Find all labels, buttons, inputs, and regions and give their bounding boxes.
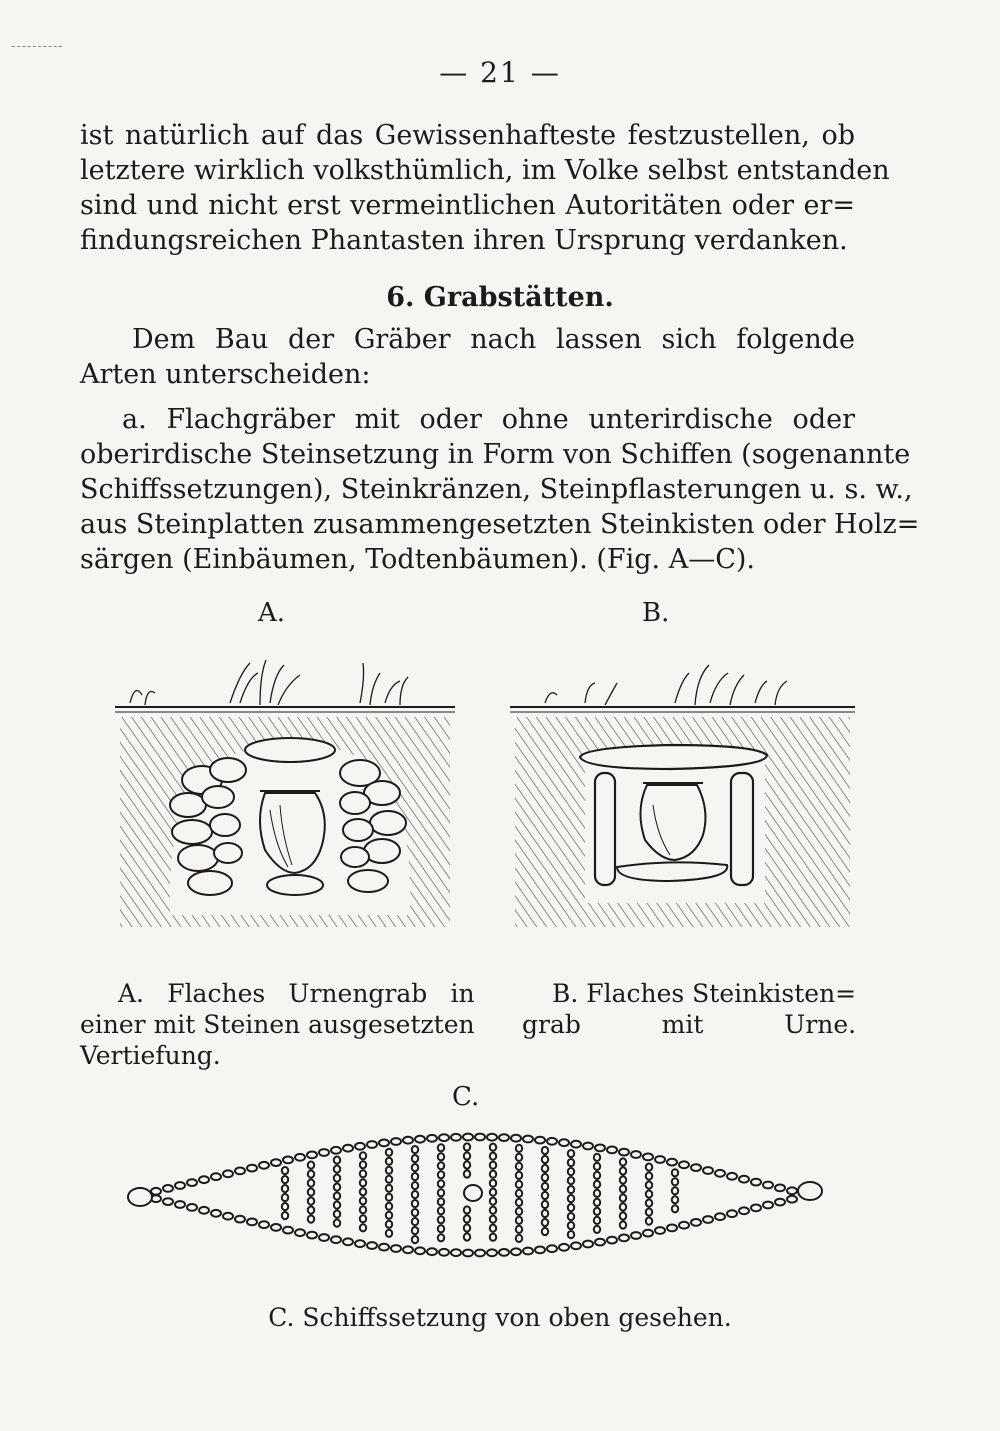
interior-stone [282,1185,288,1192]
interior-stone [386,1194,392,1201]
interior-stone [620,1212,626,1219]
text-line: särgen (Einbäumen, Todtenbäumen). (Fig. A—C). [80,544,755,575]
interior-stone [646,1200,652,1207]
hull-stone [211,1210,221,1217]
interior-stone [334,1184,340,1191]
interior-stone [490,1189,496,1196]
hull-stone [211,1173,221,1180]
interior-stone [334,1157,340,1164]
hull-stone [631,1232,641,1239]
interior-stone [438,1144,444,1151]
interior-stone [282,1176,288,1183]
hull-stone [403,1246,413,1253]
interior-stone [386,1221,392,1228]
interior-stone [412,1173,418,1180]
interior-stone [412,1191,418,1198]
hull-stone [571,1242,581,1249]
interior-stone [334,1211,340,1218]
text-line: Schiffssetzungen), Steinkränzen, Steinpflasterungen u. s. w., [80,474,913,505]
interior-stone [464,1224,470,1231]
hull-stone [703,1167,713,1174]
interior-stone [542,1183,548,1190]
interior-stone [308,1216,314,1223]
interior-stone [594,1154,600,1161]
page-number: — 21 — [439,56,561,89]
hull-stone [379,1244,389,1251]
hull-stone [439,1249,449,1256]
figure-b-caption [522,978,856,1040]
hull-stone [739,1207,749,1214]
interior-stone [594,1190,600,1197]
hull-stone [439,1134,449,1141]
hull-stone [235,1216,245,1223]
interior-stone [490,1234,496,1241]
hull-stone [751,1205,761,1212]
stem-stone [128,1188,152,1206]
interior-stone [568,1159,574,1166]
interior-stone [646,1218,652,1225]
interior-stone [516,1217,522,1224]
interior-stone [464,1161,470,1168]
interior-stone [516,1172,522,1179]
hull-stone [355,1143,365,1150]
interior-stone [386,1167,392,1174]
hull-stone [235,1168,245,1175]
paragraph-intro [80,322,855,392]
interior-stone [412,1146,418,1153]
hull-stone [751,1179,761,1186]
interior-stone [646,1164,652,1171]
interior-stone [360,1161,366,1168]
hull-stone [247,1165,257,1172]
interior-stone [490,1207,496,1214]
interior-stone [516,1199,522,1206]
hull-stone [343,1238,353,1245]
interior-stone [490,1225,496,1232]
hull-stone [583,1143,593,1150]
hull-stone [403,1137,413,1144]
caption-line: grab mit Urne. [522,1010,857,1039]
hull-stone [763,1182,773,1189]
grass-drawing [545,665,787,705]
hull-stone [475,1250,485,1257]
hull-stone [463,1250,473,1257]
interior-stone [594,1226,600,1233]
interior-stone [412,1218,418,1225]
interior-stone [516,1226,522,1233]
hull-stone [415,1136,425,1143]
interior-stone [672,1187,678,1194]
interior-stone [568,1168,574,1175]
text-line: a. Flachgräber mit oder ohne unterirdische oder [122,404,855,435]
interior-stone [308,1198,314,1205]
hull-stone [715,1213,725,1220]
interior-stone [542,1219,548,1226]
interior-stone [568,1222,574,1229]
interior-stone [490,1144,496,1151]
interior-stone [282,1203,288,1210]
interior-stone [360,1179,366,1186]
hull-stone [667,1225,677,1232]
grass-drawing [130,660,408,705]
interior-stone [386,1176,392,1183]
hull-stone [415,1247,425,1254]
hull-stone [451,1134,461,1141]
figure-a-urn-grave-illustration [110,645,460,935]
interior-stone [620,1185,626,1192]
hull-stone [739,1176,749,1183]
interior-stone [490,1162,496,1169]
interior-stone [490,1153,496,1160]
interior-stone [464,1170,470,1177]
hull-stone [427,1135,437,1142]
figure-c-ship-setting-illustration [115,1125,835,1265]
figure-a-label: A. [258,598,286,628]
interior-stone [360,1215,366,1222]
interior-stone [464,1152,470,1159]
interior-stone [542,1192,548,1199]
interior-stone [412,1182,418,1189]
interior-stone [516,1235,522,1242]
interior-stone [308,1180,314,1187]
interior-stone [542,1156,548,1163]
interior-stone [646,1182,652,1189]
figure-c-label: C. [452,1082,480,1112]
hull-stone [463,1134,473,1141]
figure-a-caption [80,978,475,1071]
interior-stone [620,1221,626,1228]
interior-stone [386,1149,392,1156]
interior-stone [568,1213,574,1220]
figure-c-caption: C. Schiffssetzung von oben gesehen. [268,1303,732,1332]
interior-stone [490,1198,496,1205]
hull-stone [259,1221,269,1228]
paragraph-continuation [80,118,890,258]
interior-stone [464,1206,470,1213]
text-line: Arten unterscheiden: [80,359,371,390]
interior-stone [386,1158,392,1165]
hull-stone [703,1216,713,1223]
hull-stone [619,1149,629,1156]
interior-stone [438,1153,444,1160]
interior-stone [464,1233,470,1240]
interior-stone [438,1207,444,1214]
hull-stone [655,1156,665,1163]
hull-stone [619,1235,629,1242]
hull-stone [607,1237,617,1244]
interior-stone [438,1180,444,1187]
hull-stone [631,1151,641,1158]
paragraph-flat-graves [80,402,920,577]
hull-stone [295,1229,305,1236]
stern-stone [798,1182,822,1200]
interior-stone [620,1167,626,1174]
interior-stone [282,1194,288,1201]
interior-stone [360,1206,366,1213]
hull-stone [499,1134,509,1141]
hull-stone [475,1134,485,1141]
hull-stone [511,1248,521,1255]
hull-stone [199,1176,209,1183]
scan-mark [12,46,62,49]
side-slab-left [595,773,615,885]
hull-stone [307,1232,317,1239]
interior-stone [568,1177,574,1184]
hull-stone [175,1182,185,1189]
interior-stone [308,1207,314,1214]
hull-stone [427,1248,437,1255]
interior-stone [594,1181,600,1188]
hull-stone [715,1170,725,1177]
hull-stone [691,1219,701,1226]
interior-stone [516,1154,522,1161]
interior-stone [672,1169,678,1176]
text-line: ist natürlich auf das Gewissenhafteste festzustellen, ob [80,120,855,151]
hull-stone [571,1141,581,1148]
interior-stone [672,1196,678,1203]
interior-stone [334,1175,340,1182]
interior-stone [568,1204,574,1211]
hull-stone [559,1244,569,1251]
interior-stone [412,1200,418,1207]
interior-stone [620,1176,626,1183]
text-line: letztere wirklich volksthümlich, im Volke selbst entstanden [80,155,890,186]
interior-stone [360,1170,366,1177]
interior-stone [542,1201,548,1208]
interior-stone [490,1171,496,1178]
interior-stone [490,1216,496,1223]
caption-line: Vertiefung. [80,1041,221,1070]
hull-stone [295,1154,305,1161]
interior-stone [594,1163,600,1170]
hull-stone [655,1227,665,1234]
interior-stone [360,1224,366,1231]
interior-stone [516,1208,522,1215]
interior-stone [308,1162,314,1169]
center-stone [464,1185,482,1201]
hull-stone [775,1185,785,1192]
text-line: findungsreichen Phantasten ihren Ursprung verdanken. [80,225,848,256]
interior-stone [412,1164,418,1171]
hull-stone [283,1227,293,1234]
hull-stone [355,1240,365,1247]
interior-stone [620,1203,626,1210]
interior-stone [282,1212,288,1219]
text-line: aus Steinplatten zusammengesetzten Steinkisten oder Holz= [80,509,920,540]
hull-stone [679,1161,689,1168]
interior-stone [438,1162,444,1169]
capstone [580,745,767,769]
interior-stone [438,1216,444,1223]
interior-stone [308,1189,314,1196]
interior-stone [542,1228,548,1235]
hull-stone [499,1249,509,1256]
hull-stone [199,1207,209,1214]
hull-stone [379,1140,389,1147]
hull-stone [547,1138,557,1145]
interior-stone [594,1172,600,1179]
hull-stone [391,1138,401,1145]
interior-stone [360,1197,366,1204]
text-line: Dem Bau der Gräber nach lassen sich folgende [132,324,855,355]
hull-stone [187,1179,197,1186]
caption-line: B. Flaches Steinkisten= [552,979,857,1008]
text-line: oberirdische Steinsetzung in Form von Schiffen (sogenannte [80,439,911,470]
interior-stone [646,1173,652,1180]
hull-stone [595,1145,605,1152]
interior-stone [490,1180,496,1187]
hull-stone [763,1202,773,1209]
hull-stone [163,1198,173,1205]
interior-stone [386,1203,392,1210]
interior-stone [672,1205,678,1212]
hull-stone [307,1152,317,1159]
interior-stone [386,1185,392,1192]
hull-stone [391,1245,401,1252]
interior-stone [646,1209,652,1216]
hull-stone [319,1234,329,1241]
interior-stone [438,1225,444,1232]
interior-stone [516,1163,522,1170]
interior-stone [568,1186,574,1193]
interior-stone [516,1145,522,1152]
interior-stone [386,1212,392,1219]
hull-stone [343,1145,353,1152]
hull-stone [319,1149,329,1156]
interior-stone [542,1165,548,1172]
interior-stone [568,1231,574,1238]
section-heading: 6. Grabstätten. [386,282,614,313]
interior-stone [542,1210,548,1217]
hull-stone [727,1173,737,1180]
interior-stone [568,1195,574,1202]
hull-stone [775,1199,785,1206]
interior-stone [620,1194,626,1201]
interior-stone [542,1174,548,1181]
hull-stone [595,1239,605,1246]
interior-stone [464,1143,470,1150]
interior-stone [412,1236,418,1243]
interior-stone [412,1209,418,1216]
hull-stone [487,1249,497,1256]
hull-stone [331,1236,341,1243]
hull-stone [187,1204,197,1211]
interior-stone [438,1234,444,1241]
text-line: sind und nicht erst vermeintlichen Autoritäten oder er= [80,190,855,221]
interior-stone [360,1188,366,1195]
hull-stone [223,1213,233,1220]
hull-stone [487,1134,497,1141]
interior-stone [594,1217,600,1224]
hull-stone [367,1242,377,1249]
hull-stone [787,1196,797,1203]
interior-stone [594,1199,600,1206]
hull-stone [271,1159,281,1166]
hull-stone [679,1222,689,1229]
interior-stone [438,1171,444,1178]
hull-stone [523,1136,533,1143]
interior-stone [516,1190,522,1197]
interior-stone [438,1198,444,1205]
interior-stone [334,1193,340,1200]
hull-stone [643,1154,653,1161]
hull-stone [223,1170,233,1177]
hull-stone [607,1147,617,1154]
hull-stone [667,1159,677,1166]
hull-stone [727,1210,737,1217]
hull-stone [787,1187,797,1194]
figure-b-stone-cist-illustration [505,645,865,935]
interior-stone [646,1191,652,1198]
hull-stone [535,1247,545,1254]
hull-stone [247,1219,257,1226]
hull-stone [175,1201,185,1208]
hull-stone [643,1230,653,1237]
hull-stone [283,1157,293,1164]
hull-stone [547,1245,557,1252]
hull-stone [583,1241,593,1248]
interior-stone [412,1227,418,1234]
hull-stone [331,1147,341,1154]
interior-stone [308,1171,314,1178]
caption-line: einer mit Steinen ausgesetzten [80,1010,475,1039]
interior-stone [412,1155,418,1162]
interior-stone [542,1147,548,1154]
interior-stone [334,1220,340,1227]
hull-stone [451,1249,461,1256]
interior-stone [438,1189,444,1196]
interior-stone [360,1152,366,1159]
caption-line: A. Flaches Urnengrab in [118,979,475,1008]
interior-stone [282,1167,288,1174]
interior-stone [672,1178,678,1185]
hull-stone [511,1135,521,1142]
hull-stone [367,1141,377,1148]
hull-stone [271,1224,281,1231]
hull-stone [259,1162,269,1169]
interior-stone [594,1208,600,1215]
interior-stone [334,1202,340,1209]
interior-stone [334,1166,340,1173]
hull-stone [523,1248,533,1255]
interior-stone [386,1230,392,1237]
figure-b-label: B. [642,598,670,628]
hull-stone [691,1164,701,1171]
interior-stone [620,1158,626,1165]
hull-stone [559,1139,569,1146]
hull-stone [163,1185,173,1192]
hull-stone [535,1137,545,1144]
interior-stone [464,1215,470,1222]
side-slab-right [731,773,753,885]
interior-stone [516,1181,522,1188]
hull-stone [151,1188,161,1195]
interior-stone [568,1150,574,1157]
